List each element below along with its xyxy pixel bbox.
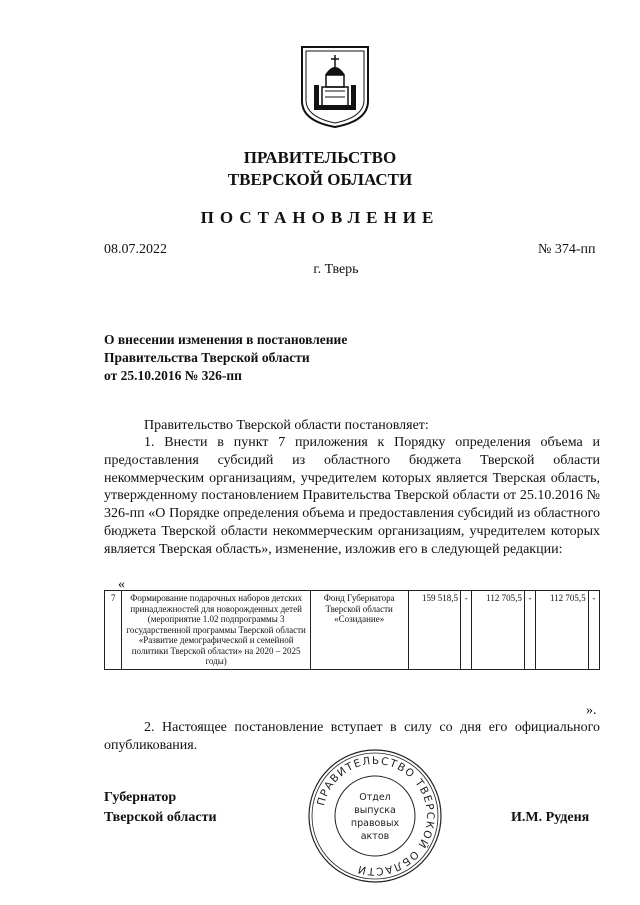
cell-organization: Фонд Губернатора Тверской области «Созидание» — [310, 591, 408, 670]
cell-number: 7 — [105, 591, 122, 670]
quote-close: ». — [586, 703, 597, 718]
government-title-line2: ТВЕРСКОЙ ОБЛАСТИ — [227, 170, 413, 189]
stamp-line1: Отдел — [359, 792, 391, 803]
document-city: г. Тверь — [313, 262, 359, 277]
cell-dash-3: - — [588, 591, 599, 670]
paragraph-1 — [104, 434, 600, 559]
signatory-name: И.М. Руденя — [511, 810, 590, 825]
signatory-title-line1: Губернатор — [104, 790, 177, 805]
stamp-line2: выпуска — [354, 805, 396, 816]
intro-text: Правительство Тверской области постановляет: — [144, 418, 429, 433]
cell-value-3: 112 705,5 — [536, 591, 588, 670]
coat-of-arms-emblem — [298, 45, 372, 129]
document-type: ПОСТАНОВЛЕНИЕ — [200, 208, 440, 227]
cell-description: Формирование подарочных наборов детских принадлежностей для новорожденных детей (мероприятие 1.02 подпрограммы 3 государственной программы Тверской области «Развитие демографической и семейной политики Тверской области» на 2020 – 2025 годы) — [122, 591, 310, 670]
stamp-line4: актов — [360, 831, 390, 842]
stamp-ring-text: ПРАВИТЕЛЬСТВО ТВЕРСКОЙ ОБЛАСТИ — [315, 754, 437, 878]
subject-line1: О внесении изменения в постановление — [104, 332, 348, 347]
paragraph-1-text: 1. Внести в пункт 7 приложения к Порядку определения объема и предоставления субсидий из областного бюджета Тверской области некоммерческим организациям, учредителем которых является Тверская область, утвержденному постановлением Правительства Тверской области от 25.10.2016 № 326-пп «О Порядке определения объема и предоставления субсидий из областного бюджета Тверской области некоммерческим организациям, учредителем которых является Тверская область», изменение, изложив его в следующей редакции: — [104, 435, 600, 557]
document-number: № 374-пп — [538, 242, 596, 257]
amendment-table — [104, 590, 600, 670]
government-title-line1: ПРАВИТЕЛЬСТВО — [243, 148, 397, 167]
document-date: 08.07.2022 — [104, 242, 167, 257]
cell-dash-1: - — [461, 591, 472, 670]
signatory-title-line2: Тверской области — [104, 810, 217, 825]
cell-value-2: 112 705,5 — [472, 591, 524, 670]
table-row — [105, 591, 600, 670]
cell-value-1: 159 518,5 — [408, 591, 460, 670]
paragraph-2-text: 2. Настоящее постановление вступает в силу со дня его официального опубликования. — [104, 720, 600, 753]
quote-open: « — [118, 577, 125, 592]
cell-dash-2: - — [524, 591, 535, 670]
official-stamp — [307, 748, 443, 884]
subject-line2: Правительства Тверской области — [104, 350, 310, 365]
stamp-line3: правовых — [350, 818, 400, 829]
subject-line3: от 25.10.2016 № 326-пп — [104, 368, 242, 383]
